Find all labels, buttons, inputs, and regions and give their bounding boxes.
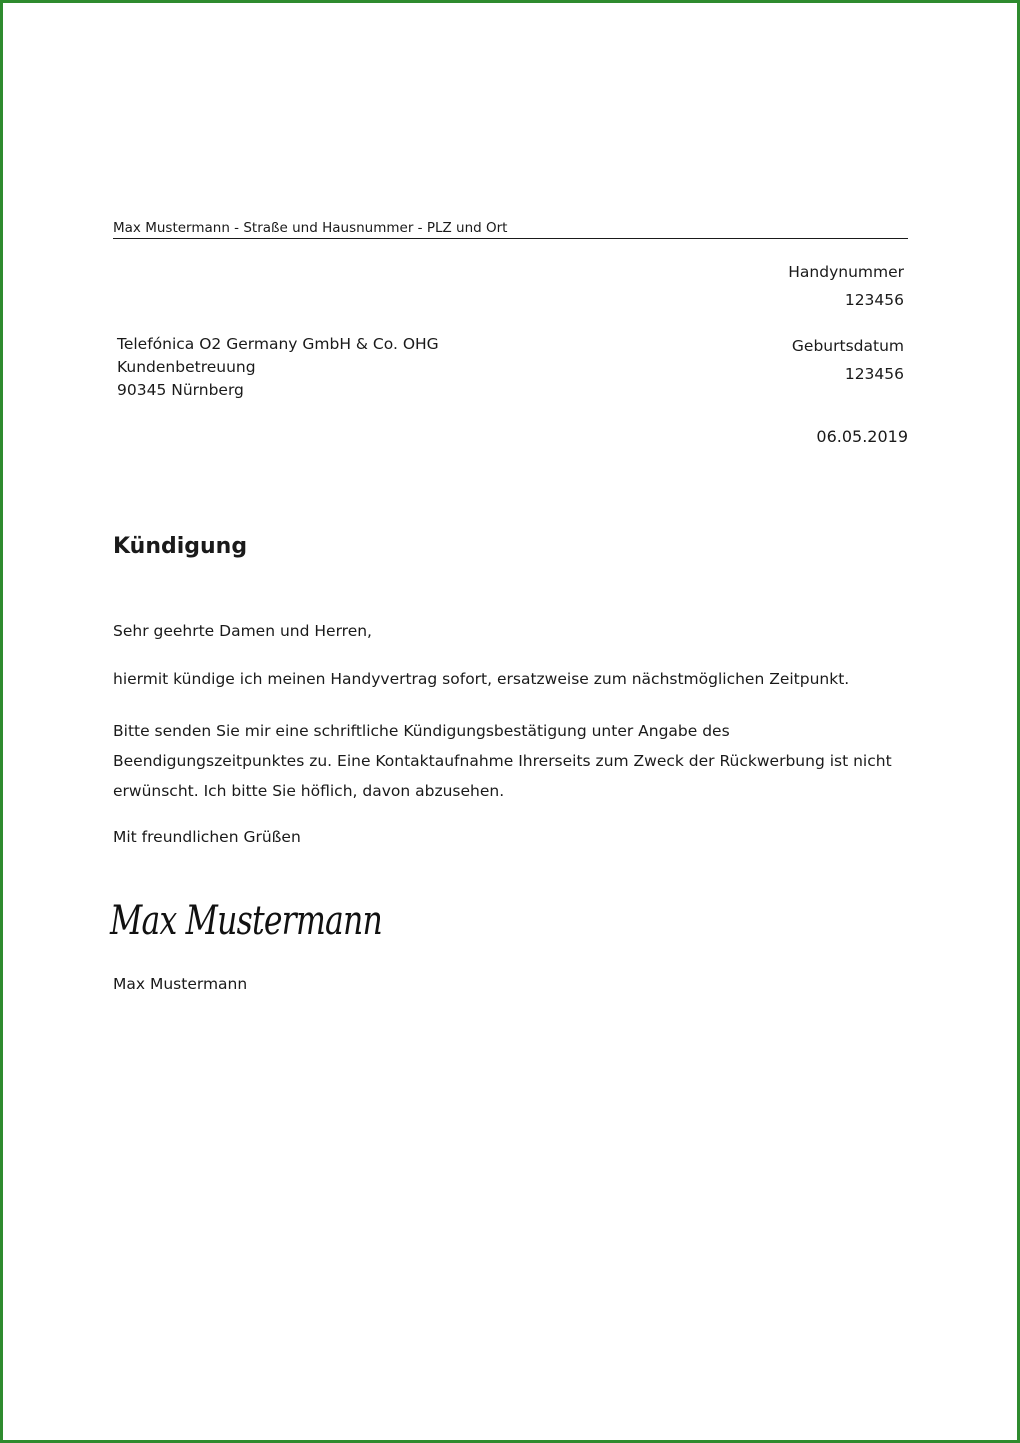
closing-phrase: Mit freundlichen Grüßen	[113, 828, 301, 846]
recipient-address	[117, 333, 439, 402]
paragraph-1: hiermit kündige ich meinen Handyvertrag sofort, ersatzweise zum nächstmöglichen Zeitpunkt.	[113, 670, 850, 688]
signature-text: Max Mustermann	[109, 898, 382, 944]
sender-return-line: Max Mustermann - Straße und Hausnummer - PLZ und Ort	[113, 219, 908, 239]
letter-date: 06.05.2019	[816, 427, 908, 446]
paragraph-2-line: erwünscht. Ich bitte Sie höflich, davon abzusehen.	[113, 782, 505, 800]
paragraph-2-line: Bitte senden Sie mir eine schriftliche Kündigungsbestätigung unter Angabe des	[113, 722, 730, 740]
phone-label: Handynummer	[788, 263, 904, 281]
recipient-city: 90345 Nürnberg	[117, 381, 244, 399]
recipient-name: Telefónica O2 Germany GmbH & Co. OHG	[117, 335, 439, 353]
printed-name: Max Mustermann	[113, 975, 248, 993]
recipient-department: Kundenbetreuung	[117, 358, 256, 376]
phone-info	[788, 258, 904, 314]
handwritten-signature	[108, 888, 398, 948]
letter-subject: Kündigung	[113, 534, 248, 559]
birth-label: Geburtsdatum	[791, 337, 904, 355]
paragraph-2-line: Beendigungszeitpunktes zu. Eine Kontaktaufnahme Ihrerseits zum Zweck der Rückwerbung ist nicht	[113, 752, 892, 770]
salutation: Sehr geehrte Damen und Herren,	[113, 622, 372, 640]
paragraph-2	[113, 716, 903, 806]
birth-value: 123456	[844, 365, 904, 383]
birth-info	[792, 332, 904, 388]
phone-value: 123456	[844, 291, 904, 309]
